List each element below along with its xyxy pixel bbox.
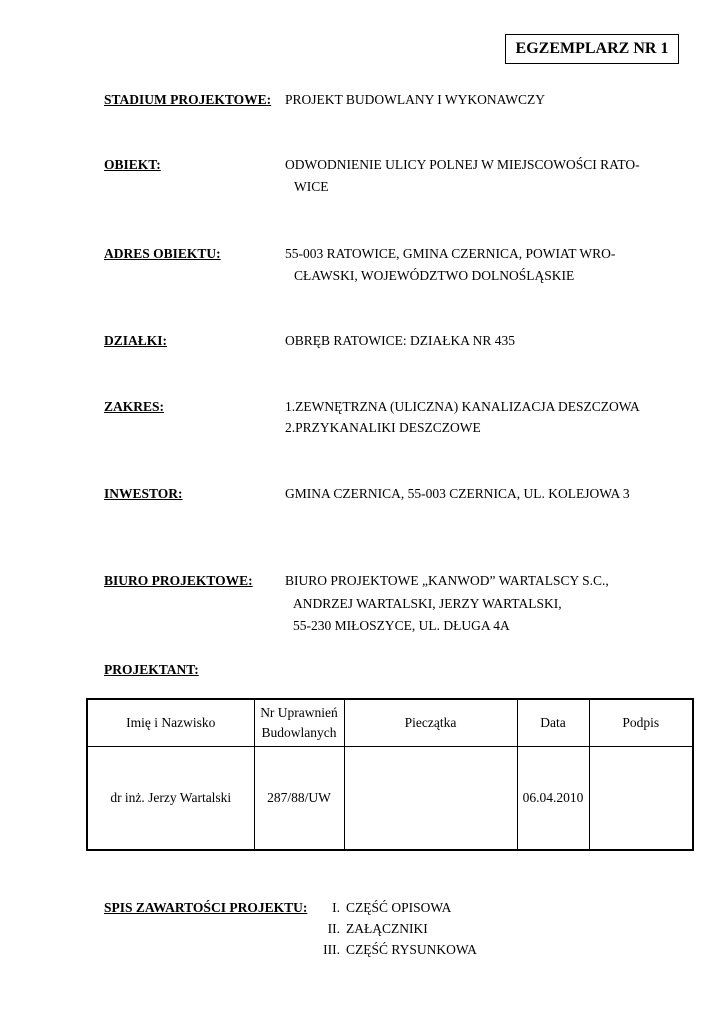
zakres-item xyxy=(285,420,481,436)
inwestor-label: INWESTOR: xyxy=(104,486,183,501)
spis-item-number: III. xyxy=(323,942,340,957)
spis-item-text: CZĘŚĆ OPISOWA xyxy=(346,900,452,915)
dzialki-value: OBRĘB RATOWICE: DZIAŁKA NR 435 xyxy=(285,333,516,348)
adres-line-2: CŁAWSKI, WOJEWÓDZTWO DOLNOŚLĄSKIE xyxy=(294,268,575,283)
header-license-line-1: Nr Uprawnień xyxy=(260,705,338,720)
adres-line-1: 55-003 RATOWICE, GMINA CZERNICA, POWIAT WRO- xyxy=(285,246,616,261)
cell-license: 287/88/UW xyxy=(254,747,344,851)
biuro-line-2: ANDRZEJ WARTALSKI, JERZY WARTALSKI, xyxy=(293,596,562,611)
header-license-line-2: Budowlanych xyxy=(261,725,337,740)
spis-item xyxy=(308,900,451,916)
obiekt-line-1: ODWODNIENIE ULICY POLNEJ W MIEJSCOWOŚCI RATO- xyxy=(285,157,640,172)
spis-item-number: I. xyxy=(332,900,340,915)
cell-signature xyxy=(589,747,693,851)
biuro-line-3: 55-230 MIŁOSZYCE, UL. DŁUGA 4A xyxy=(293,618,510,633)
biuro-label: BIURO PROJEKTOWE: xyxy=(104,573,253,588)
inwestor-value: GMINA CZERNICA, 55-003 CZERNICA, UL. KOLEJOWA 3 xyxy=(285,486,630,501)
table-row xyxy=(87,747,693,851)
header-license xyxy=(254,699,344,747)
projektant-label: PROJEKTANT: xyxy=(104,662,199,677)
cell-date: 06.04.2010 xyxy=(517,747,589,851)
zakres-label: ZAKRES: xyxy=(104,399,165,414)
header-stamp: Pieczątka xyxy=(344,699,517,747)
zakres-item xyxy=(285,399,640,415)
zakres-item-number: 1. xyxy=(285,399,296,414)
stadium-label: STADIUM PROJEKTOWE: xyxy=(104,92,272,107)
spis-item-text: CZĘŚĆ RYSUNKOWA xyxy=(346,942,477,957)
header-name: Imię i Nazwisko xyxy=(87,699,254,747)
projektant-table xyxy=(86,698,694,851)
zakres-item-text: ZEWNĘTRZNA (ULICZNA) KANALIZACJA DESZCZOWA xyxy=(295,399,640,414)
spis-item xyxy=(308,921,428,937)
copy-number-box: EGZEMPLARZ NR 1 xyxy=(505,34,679,64)
header-signature: Podpis xyxy=(589,699,693,747)
cell-stamp xyxy=(344,747,517,851)
stadium-value: PROJEKT BUDOWLANY I WYKONAWCZY xyxy=(285,92,546,107)
dzialki-label: DZIAŁKI: xyxy=(104,333,168,348)
header-date: Data xyxy=(517,699,589,747)
obiekt-line-2: WICE xyxy=(294,179,329,194)
spis-item xyxy=(308,942,477,958)
spis-label: SPIS ZAWARTOŚCI PROJEKTU: xyxy=(104,900,308,915)
spis-item-text: ZAŁĄCZNIKI xyxy=(346,921,428,936)
zakres-item-number: 2. xyxy=(285,420,296,435)
cell-name: dr inż. Jerzy Wartalski xyxy=(87,747,254,851)
table-header-row xyxy=(87,699,693,747)
zakres-item-text: PRZYKANALIKI DESZCZOWE xyxy=(295,420,481,435)
adres-label: ADRES OBIEKTU: xyxy=(104,246,221,261)
spis-item-number: II. xyxy=(327,921,340,936)
biuro-line-1: BIURO PROJEKTOWE „KANWOD” WARTALSCY S.C., xyxy=(285,573,609,588)
obiekt-label: OBIEKT: xyxy=(104,157,161,172)
